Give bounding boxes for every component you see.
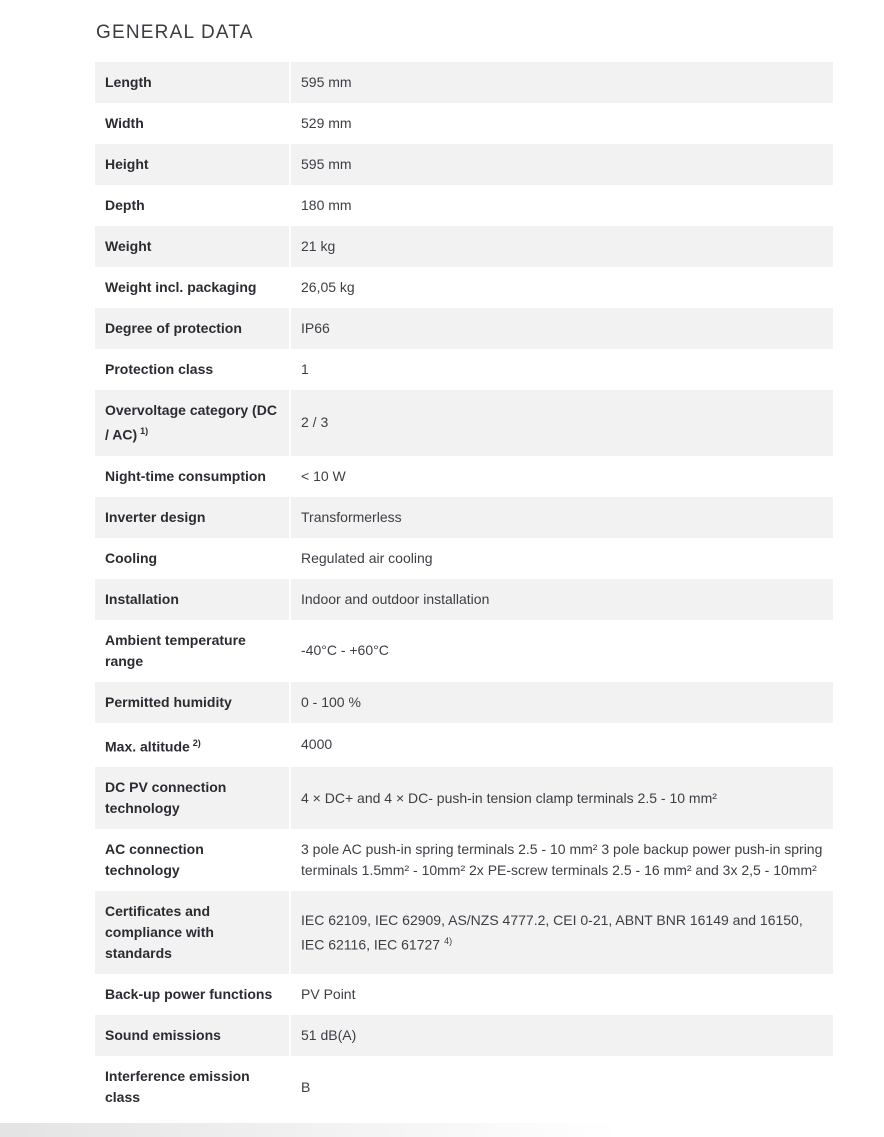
spec-value-text: 2 / 3 [301,414,329,431]
spec-value-text: Transformerless [301,508,402,525]
spec-label [95,62,291,103]
spec-label-text: Back-up power functions [105,986,273,1003]
spec-label-text: DC PV connection technology [105,779,227,817]
spec-row [95,579,833,620]
spec-row [95,682,833,723]
spec-label [95,538,291,579]
spec-value [291,390,833,456]
spec-label-text: Ambient temperature range [105,631,246,669]
spec-row [95,349,833,390]
spec-row [95,103,833,144]
spec-value-text: 595 mm [301,74,352,90]
spec-label [95,144,291,185]
spec-label-text: Cooling [105,549,158,566]
spec-value-text: 21 kg [301,238,336,254]
spec-value [291,682,833,723]
spec-label [95,456,291,497]
spec-label-text: Interference emission class [105,1068,250,1106]
general-data-table [95,62,833,1118]
spec-row [95,538,833,579]
spec-label-text: Height [105,156,149,172]
spec-value-text: 529 mm [301,115,352,131]
spec-value-text: 3 pole AC push-in spring terminals 2.5 - 10 mm² 3 pole backup power push-in spring terminals 1.5mm² - 10mm² 2x PE-screw terminals 2.5 - 16 mm² and 3x 2,5 - 10mm² [301,841,823,879]
spec-label [95,682,291,723]
footnote-marker: 4) [444,935,453,946]
spec-label-text: Depth [105,197,145,213]
spec-label-text: Sound emissions [105,1027,221,1044]
spec-value-text: IP66 [301,320,330,336]
spec-value [291,829,833,891]
spec-value-text: -40°C - +60°C [301,642,389,659]
spec-value [291,226,833,267]
spec-label-text: Certificates and compliance with standards [105,903,214,962]
spec-row [95,456,833,497]
spec-value-text: 0 - 100 % [301,693,361,710]
spec-table-body [95,62,833,1118]
spec-label [95,226,291,267]
spec-value-text: 1 [301,361,309,377]
spec-value-text: 180 mm [301,197,352,213]
spec-label [95,390,291,456]
spec-label-text: Installation [105,590,179,607]
spec-label [95,829,291,891]
spec-value [291,308,833,349]
spec-value-text: PV Point [301,986,356,1003]
spec-value [291,723,833,768]
spec-value [291,456,833,497]
spec-row [95,891,833,974]
spec-value [291,103,833,144]
spec-value [291,579,833,620]
bottom-fade [0,1123,620,1137]
spec-value-text: 51 dB(A) [301,1027,357,1044]
spec-row [95,390,833,456]
spec-label-text: Degree of protection [105,320,242,336]
spec-row [95,620,833,682]
spec-row [95,829,833,891]
spec-row [95,1056,833,1118]
spec-label [95,103,291,144]
spec-label [95,267,291,308]
spec-value-text: IEC 62109, IEC 62909, AS/NZS 4777.2, CEI 0-21, ABNT BNR 16149 and 16150, IEC 62116, IEC 61727 [301,911,803,953]
footnote-marker: 1) [140,426,149,436]
spec-value [291,497,833,538]
spec-value [291,538,833,579]
spec-value-text: 4000 [301,736,333,753]
spec-label-text: Night-time consumption [105,467,266,484]
spec-value [291,144,833,185]
spec-value-text: 4 × DC+ and 4 × DC- push-in tension clamp terminals 2.5 - 10 mm² [301,789,717,806]
spec-value-text: Regulated air cooling [301,549,433,566]
footnote-marker: 2) [192,737,201,748]
spec-value [291,1056,833,1118]
spec-value [291,349,833,390]
spec-label-text: Overvoltage category (DC / AC) [105,402,277,443]
spec-label [95,308,291,349]
spec-row [95,974,833,1015]
spec-label-text: Inverter design [105,508,206,525]
spec-row [95,767,833,829]
section-title: GENERAL DATA [96,22,254,43]
spec-row [95,267,833,308]
spec-row [95,62,833,103]
spec-label [95,767,291,829]
spec-value [291,620,833,682]
spec-value-text: Indoor and outdoor installation [301,590,490,607]
spec-value-text: 26,05 kg [301,279,355,295]
spec-row [95,185,833,226]
spec-row [95,723,833,768]
spec-label-text: Max. altitude [105,738,190,755]
spec-row [95,226,833,267]
spec-row [95,144,833,185]
spec-value [291,767,833,829]
spec-label-text: Weight incl. packaging [105,279,257,295]
spec-label-text: Width [105,115,144,131]
spec-row [95,497,833,538]
spec-label [95,723,291,768]
spec-label [95,185,291,226]
spec-row [95,1015,833,1056]
spec-value-text: B [301,1078,311,1095]
spec-label-text: AC connection technology [105,841,204,879]
spec-label [95,620,291,682]
spec-label [95,497,291,538]
spec-label-text: Length [105,74,152,90]
spec-label [95,1015,291,1056]
spec-label-text: Weight [105,238,152,254]
spec-value [291,974,833,1015]
spec-value [291,1015,833,1056]
spec-value [291,62,833,103]
spec-label-text: Protection class [105,361,214,377]
spec-value-text: < 10 W [301,467,346,484]
spec-value [291,891,833,974]
spec-label [95,579,291,620]
spec-label [95,349,291,390]
spec-row [95,308,833,349]
spec-label [95,974,291,1015]
spec-label [95,891,291,974]
spec-label [95,1056,291,1118]
spec-value-text: 595 mm [301,156,352,172]
spec-value [291,267,833,308]
spec-value [291,185,833,226]
spec-label-text: Permitted humidity [105,693,232,710]
